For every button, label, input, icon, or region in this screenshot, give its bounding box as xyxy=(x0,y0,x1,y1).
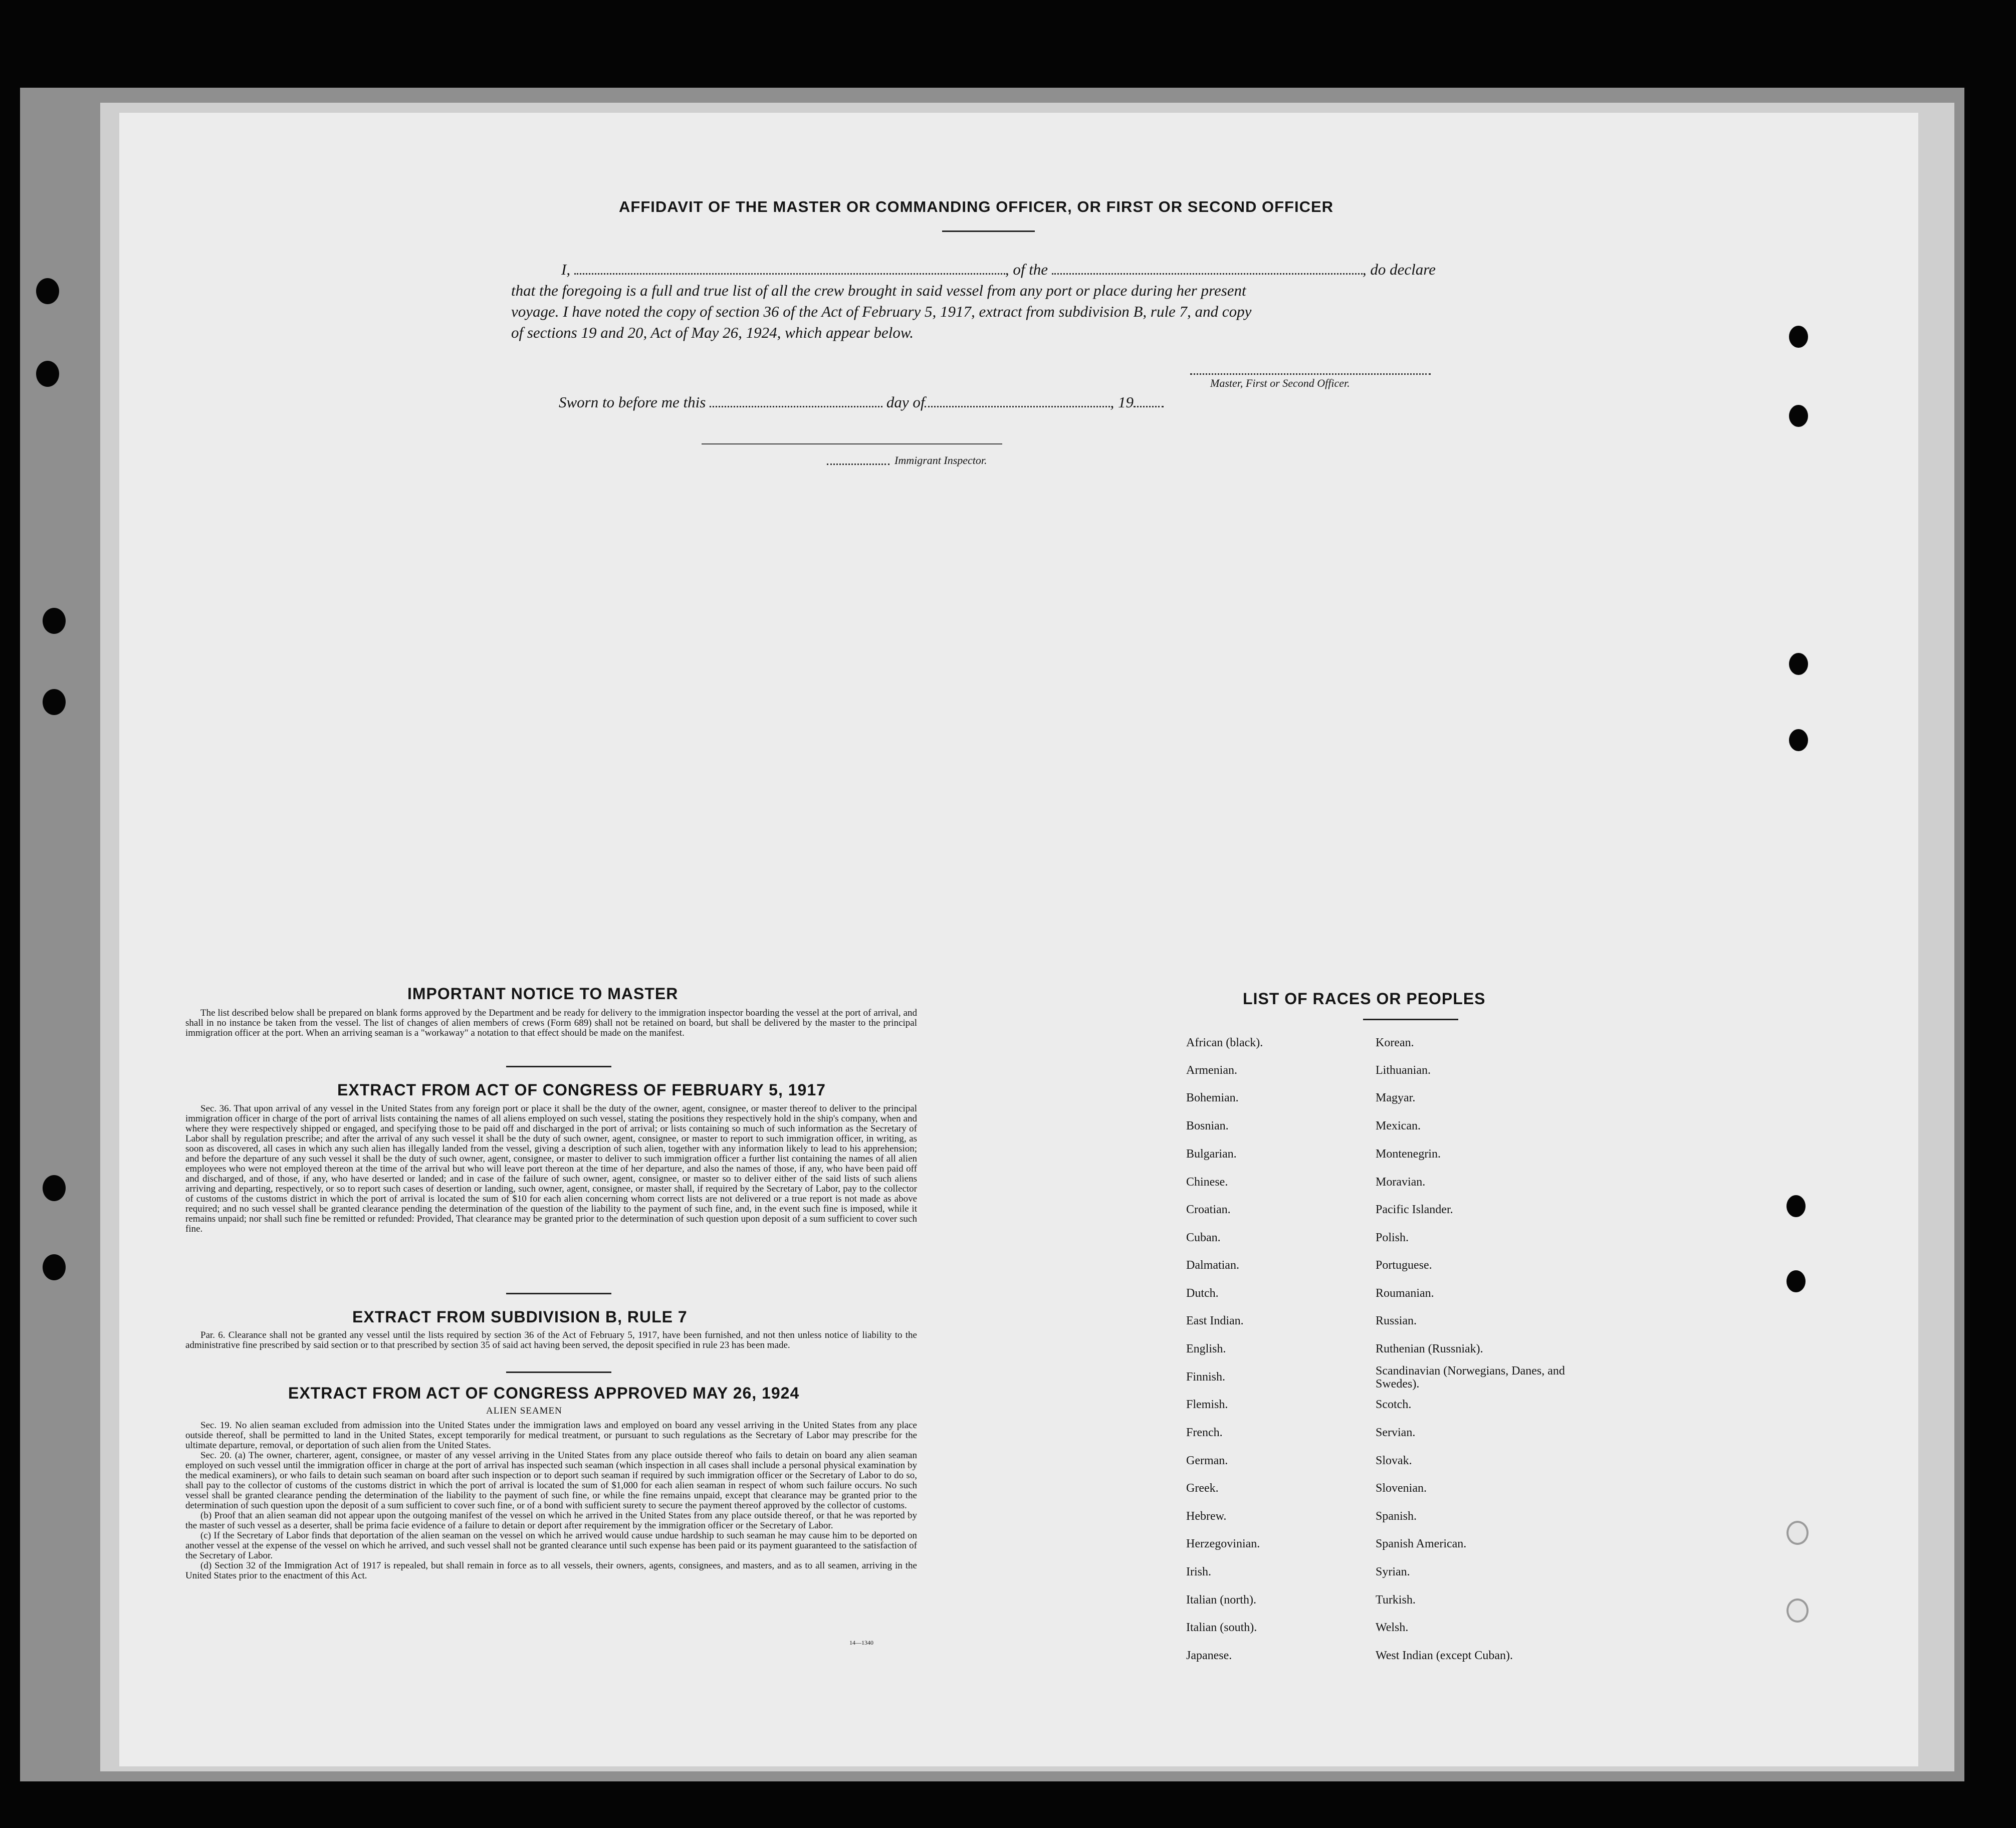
race-item: Finnish. xyxy=(1186,1370,1226,1384)
extract-1924-title: EXTRACT FROM ACT OF CONGRESS APPROVED MAY 26, 1924 xyxy=(288,1384,800,1402)
race-item: Syrian. xyxy=(1376,1565,1410,1578)
punch-hole xyxy=(1789,326,1808,348)
extract-rule7-text xyxy=(185,1330,917,1350)
race-item: Dutch. xyxy=(1186,1287,1219,1300)
race-item: French. xyxy=(1186,1426,1223,1439)
race-item: Japanese. xyxy=(1186,1649,1232,1662)
race-item: Hebrew. xyxy=(1186,1510,1227,1523)
affidavit-text-line: of sections 19 and 20, Act of May 26, 1924, which appear below. xyxy=(511,324,914,341)
race-item: Pacific Islander. xyxy=(1376,1203,1453,1216)
punch-hole xyxy=(43,1175,66,1201)
sec-20a-paragraph: Sec. 20. (a) The owner, charterer, agent, consignee, or master of any vessel arriving in the United States from any place outside thereof who fails to detain on board any alien seaman employed on such vessel until the immigration officer in charge at the port of arrival has inspected such seaman (which inspection in all cases shall include a personal physical examination by the medical examiners), or who fails to detain such seaman on board after such inspection or to deport such seaman if required by such immigration officer or the Secretary of Labor to do so, shall pay to the collector of customs of the customs district in which the port of arrival is located the sum of $1,000 for each alien seaman in respect of whom such failure occurs. No such vessel shall be granted clearance pending the determination of the liability to the payment of such fine, or while the fine remains unpaid, except that clearance may be granted prior to the determination of such question upon the deposit of a sum sufficient to cover such fine, or of a bond with sufficient surety to secure the payment thereof approved by the collector of customs. xyxy=(185,1450,917,1511)
extract-rule7-title: EXTRACT FROM SUBDIVISION B, RULE 7 xyxy=(352,1308,688,1326)
race-item: Welsh. xyxy=(1376,1621,1409,1634)
sworn-month-blank[interactable] xyxy=(925,406,1110,407)
race-item: African (black). xyxy=(1186,1036,1263,1049)
race-item: Flemish. xyxy=(1186,1398,1228,1411)
races-title: LIST OF RACES OR PEOPLES xyxy=(1243,990,1486,1008)
name-blank[interactable] xyxy=(574,273,1005,275)
affidavit-of-the-label: , of the xyxy=(1005,261,1048,278)
year-label: , 19 xyxy=(1110,393,1134,411)
sec-20c-paragraph: (c) If the Secretary of Labor finds that deportation of the alien seaman on the vessel on which he arrived would cause undue hardship to such seaman he may cause him to be deported on another vessel at the expense of the vessel on which he arrived, and such vessel shall not be granted clearance until such expense has been paid or its payment guaranteed to the satisfaction of the Secretary of Labor. xyxy=(185,1530,917,1561)
race-item: Herzegovinian. xyxy=(1186,1537,1260,1550)
extract-1917-text xyxy=(185,1104,917,1234)
extract-1924-text xyxy=(185,1421,917,1581)
sec-19-paragraph: Sec. 19. No alien seaman excluded from admission into the United States under the immigration laws and employed on board any vessel arriving in the United States from any place outside thereof, shall be permitted to land in the United States, except temporarily for medical treatment, or pursuant to such regulations as the Secretary of Labor may prescribe for the ultimate departure, removal, or deportation of such alien from the United States. xyxy=(185,1420,917,1451)
race-item: English. xyxy=(1186,1342,1226,1355)
race-item: Irish. xyxy=(1186,1565,1211,1578)
section-divider xyxy=(506,1293,611,1294)
reinforcement-ring xyxy=(1786,1598,1809,1623)
inspector-name-blank[interactable] xyxy=(827,464,889,465)
race-item: Bosnian. xyxy=(1186,1119,1229,1132)
notice-text xyxy=(185,1008,917,1038)
race-item: Scotch. xyxy=(1376,1398,1412,1411)
affidavit-text-line: that the foregoing is a full and true list of all the crew brought in said vessel from any port or place during her present xyxy=(511,282,1246,299)
print-number: 14—1340 xyxy=(849,1639,873,1646)
reinforcement-ring xyxy=(1786,1521,1809,1545)
sworn-day-blank[interactable] xyxy=(710,406,882,407)
race-item: German. xyxy=(1186,1454,1228,1467)
affidavit-declaration-line xyxy=(561,261,1436,279)
punch-hole xyxy=(43,689,66,715)
race-item: Spanish. xyxy=(1376,1510,1417,1523)
race-item: Bohemian. xyxy=(1186,1091,1239,1104)
affidavit-i-label: I, xyxy=(561,261,571,278)
race-item: Magyar. xyxy=(1376,1091,1416,1104)
race-item: West Indian (except Cuban). xyxy=(1376,1649,1513,1662)
race-item: Russian. xyxy=(1376,1314,1417,1327)
sec-20b-paragraph: (b) Proof that an alien seaman did not appear upon the outgoing manifest of the vessel on which he arrived in the United States from any place outside thereof, or that he was reported by the master of such vessel as a deserter, shall be prima facie evidence of a failure to detain or deport after requirement by the immigration officer or the Secretary of Labor. xyxy=(185,1510,917,1531)
punch-hole xyxy=(43,608,66,634)
race-item: Servian. xyxy=(1376,1426,1416,1439)
race-item: Korean. xyxy=(1376,1036,1414,1049)
race-item: Slovak. xyxy=(1376,1454,1412,1467)
inspector-signature-line[interactable] xyxy=(702,443,1002,444)
race-item: Roumanian. xyxy=(1376,1287,1434,1300)
extract-1917-title: EXTRACT FROM ACT OF CONGRESS OF FEBRUARY 5, 1917 xyxy=(337,1081,826,1099)
punch-hole xyxy=(36,361,59,387)
sworn-label: Sworn to before me this xyxy=(559,393,706,411)
punch-hole xyxy=(1789,729,1808,751)
race-item: Ruthenian (Russniak). xyxy=(1376,1342,1483,1355)
vessel-blank[interactable] xyxy=(1052,273,1363,275)
title-divider xyxy=(942,231,1035,232)
race-item: Bulgarian. xyxy=(1186,1148,1237,1161)
race-item: Montenegrin. xyxy=(1376,1148,1441,1161)
master-signature-caption: Master, First or Second Officer. xyxy=(1210,377,1350,389)
race-item: East Indian. xyxy=(1186,1314,1244,1327)
punch-hole xyxy=(1789,405,1808,427)
section-divider xyxy=(506,1066,611,1067)
master-signature-line[interactable] xyxy=(1190,373,1431,375)
punch-hole xyxy=(43,1254,66,1280)
race-item: Croatian. xyxy=(1186,1203,1231,1216)
affidavit-declare-label: , do declare xyxy=(1362,261,1436,278)
section-36-paragraph: Sec. 36. That upon arrival of any vessel in the United States from any foreign port or place it shall be the duty of the owner, agent, consignee, or master thereof to deliver to the principal immigration officer in charge of the port of arrival lists containing the names of all aliens employed on such vessel, stating the positions they respectively hold in the ship's company, when and where they were respectively shipped or engaged, and specifying those to be paid off and discharged in the port of arrival; or lists containing so much of such information as the Secretary of Labor shall by regulation prescribe; and after the arrival of any such vessel it shall be the duty of such owner, agent, consignee, or master to report to such immigration officer, in writing, as soon as discovered, all cases in which any such alien has illegally landed from the vessel, giving a description of such alien, together with any information likely to lead to his apprehension; and before the departure of any such vessel it shall be the duty of such owner, agent, consignee, or master to deliver to such immigration officer a further list containing the names of all alien employees who were not employed thereon at the time of the arrival but who will leave port thereon at the time of her departure, and also the names of those, if any, who have been paid off and discharged, and of those, if any, who have deserted or landed; and in case of the failure of such owner, agent, consignee, or master so to deliver either of the said lists of such aliens arriving and departing, respectively, or so to report such cases of desertion or landing, such owner, agent, consignee, or master shall, if required by the Secretary of Labor, pay to the collector of customs of the customs district in which the port of arrival is located the sum of $10 for each alien concerning whom correct lists are not delivered or a true report is not made as above required; and no such vessel shall be granted clearance pending the determination of the question of the liability to the payment of such fine, and, in the event such fine is imposed, while it remains unpaid; nor shall such fine be remitted or refunded: Provided, That clearance may be granted prior to the determination of such question upon deposit of a sum sufficient to cover such fine. xyxy=(185,1103,917,1234)
race-item: Cuban. xyxy=(1186,1231,1221,1244)
punch-hole xyxy=(1786,1195,1806,1217)
punch-hole xyxy=(1786,1270,1806,1292)
punch-hole xyxy=(36,278,59,304)
par-6-paragraph: Par. 6. Clearance shall not be granted any vessel until the lists required by section 36 of the Act of February 5, 1917, have been furnished, and not then unless notice of liability to the administrative fine prescribed by said section or to that prescribed by section 35 of said act having been served, the deposit specified in rule 23 has been made. xyxy=(185,1330,917,1350)
punch-hole xyxy=(1789,653,1808,675)
race-item: Armenian. xyxy=(1186,1064,1237,1077)
races-divider xyxy=(1363,1019,1458,1020)
inspector-caption: Immigrant Inspector. xyxy=(894,454,987,467)
race-item: Greek. xyxy=(1186,1482,1219,1495)
race-item: Portuguese. xyxy=(1376,1259,1432,1272)
race-item: Dalmatian. xyxy=(1186,1259,1239,1272)
race-item: Turkish. xyxy=(1376,1593,1416,1607)
sworn-line xyxy=(559,393,1164,411)
race-item: Slovenian. xyxy=(1376,1482,1427,1495)
race-item: Italian (south). xyxy=(1186,1621,1257,1634)
notice-title: IMPORTANT NOTICE TO MASTER xyxy=(407,985,679,1003)
sec-20d-paragraph: (d) Section 32 of the Immigration Act of 1917 is repealed, but shall remain in force as to all vessels, their owners, agents, consignees, and masters, and as to all seamen, arriving in the United States prior to the enactment of this Act. xyxy=(185,1560,917,1581)
alien-seamen-subtitle: ALIEN SEAMEN xyxy=(486,1406,562,1416)
race-item: Moravian. xyxy=(1376,1176,1426,1189)
day-of-label: day of xyxy=(886,393,925,411)
sworn-year-blank[interactable] xyxy=(1134,406,1164,407)
notice-paragraph: The list described below shall be prepared on blank forms approved by the Department and be ready for delivery to the immigration inspector boarding the vessel at the port of arrival, and shall in no instance be taken from the vessel. The list of changes of alien members of crews (Form 689) shall not be retained on board, but shall be delivered by the master to the principal immigration officer at the port. When an arriving seaman is a "workaway" a notation to that effect should be made on the manifest. xyxy=(185,1008,917,1038)
race-item: Chinese. xyxy=(1186,1176,1228,1189)
affidavit-title: AFFIDAVIT OF THE MASTER OR COMMANDING OFFICER, OR FIRST OR SECOND OFFICER xyxy=(619,198,1334,215)
race-item: Italian (north). xyxy=(1186,1593,1256,1607)
race-item: Lithuanian. xyxy=(1376,1064,1431,1077)
affidavit-text-line: voyage. I have noted the copy of section 36 of the Act of February 5, 1917, extract from subdivision B, rule 7, and copy xyxy=(511,303,1252,320)
section-divider xyxy=(506,1372,611,1373)
race-item: Scandinavian (Norwegians, Danes, and Swedes). xyxy=(1376,1364,1565,1391)
race-item: Spanish American. xyxy=(1376,1537,1467,1550)
race-item: Mexican. xyxy=(1376,1119,1421,1132)
race-item: Polish. xyxy=(1376,1231,1409,1244)
